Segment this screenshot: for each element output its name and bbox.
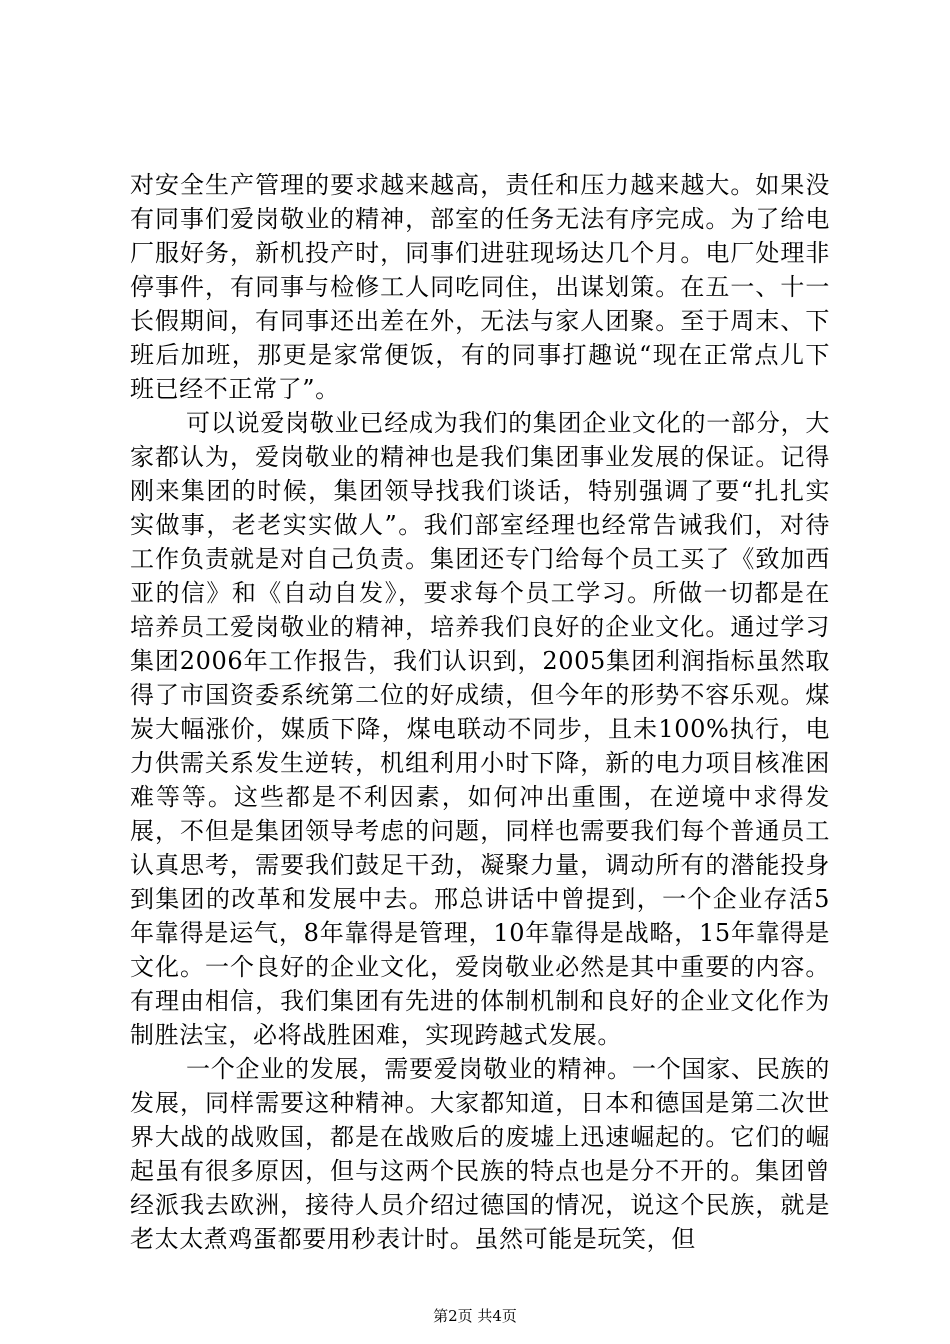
paragraph-3: 一个企业的发展，需要爱岗敬业的精神。一个国家、民族的发展，同样需要这种精神。大家都知道，日本和德国是第二次世界大战的战败国，都是在战败后的废墟上迅速崛起的。它们的崛起虽有很多原因，但与这两个民族的特点也是分不开的。集团曾经派我去欧洲，接待人员介绍过德国的情况，说这个民族，就是老太太煮鸡蛋都要用秒表计时。虽然可能是玩笑，但: [130, 1055, 830, 1253]
paragraph-1: 对安全生产管理的要求越来越高，责任和压力越来越大。如果没有同事们爱岗敬业的精神，部室的任务无法有序完成。为了给电厂服好务，新机投产时，同事们进驻现场达几个月。电厂处理非停事件，有同事与检修工人同吃同住，出谋划策。在五一、十一长假期间，有同事还出差在外，无法与家人团聚。至于周末、下班后加班，那更是家常便饭，有的同事打趣说“现在正常点儿下班已经不正常了”。: [130, 171, 830, 403]
page-footer: 第2页 共4页: [433, 1307, 517, 1325]
document-body: [130, 168, 830, 1256]
paragraph-2: 可以说爱岗敬业已经成为我们的集团企业文化的一部分，大家都认为，爱岗敬业的精神也是我们集团事业发展的保证。记得刚来集团的时候，集团领导找我们谈话，特别强调了要“扎扎实实做事，老老实实做人”。我们部室经理也经常告诫我们，对待工作负责就是对自己负责。集团还专门给每个员工买了《致加西亚的信》和《自动自发》，要求每个员工学习。所做一切都是在培养员工爱岗敬业的精神，培养我们良好的企业文化。通过学习集团2006年工作报告，我们认识到，2005集团利润指标虽然取得了市国资委系统第二位的好成绩，但今年的形势不容乐观。煤炭大幅涨价，媒质下降，煤电联动不同步，且未100%执行，电力供需关系发生逆转，机组利用小时下降，新的电力项目核准困难等等。这些都是不利因素，如何冲出重围，在逆境中求得发展，不但是集团领导考虑的问题，同样也需要我们每个普通员工认真思考，需要我们鼓足干劲，凝聚力量，调动所有的潜能投身到集团的改革和发展中去。邢总讲话中曾提到，一个企业存活5年靠得是运气，8年靠得是管理，10年靠得是战略，15年靠得是文化。一个良好的企业文化，爱岗敬业必然是其中重要的内容。有理由相信，我们集团有先进的体制机制和良好的企业文化作为制胜法宝，必将战胜困难，实现跨越式发展。: [130, 409, 830, 1049]
